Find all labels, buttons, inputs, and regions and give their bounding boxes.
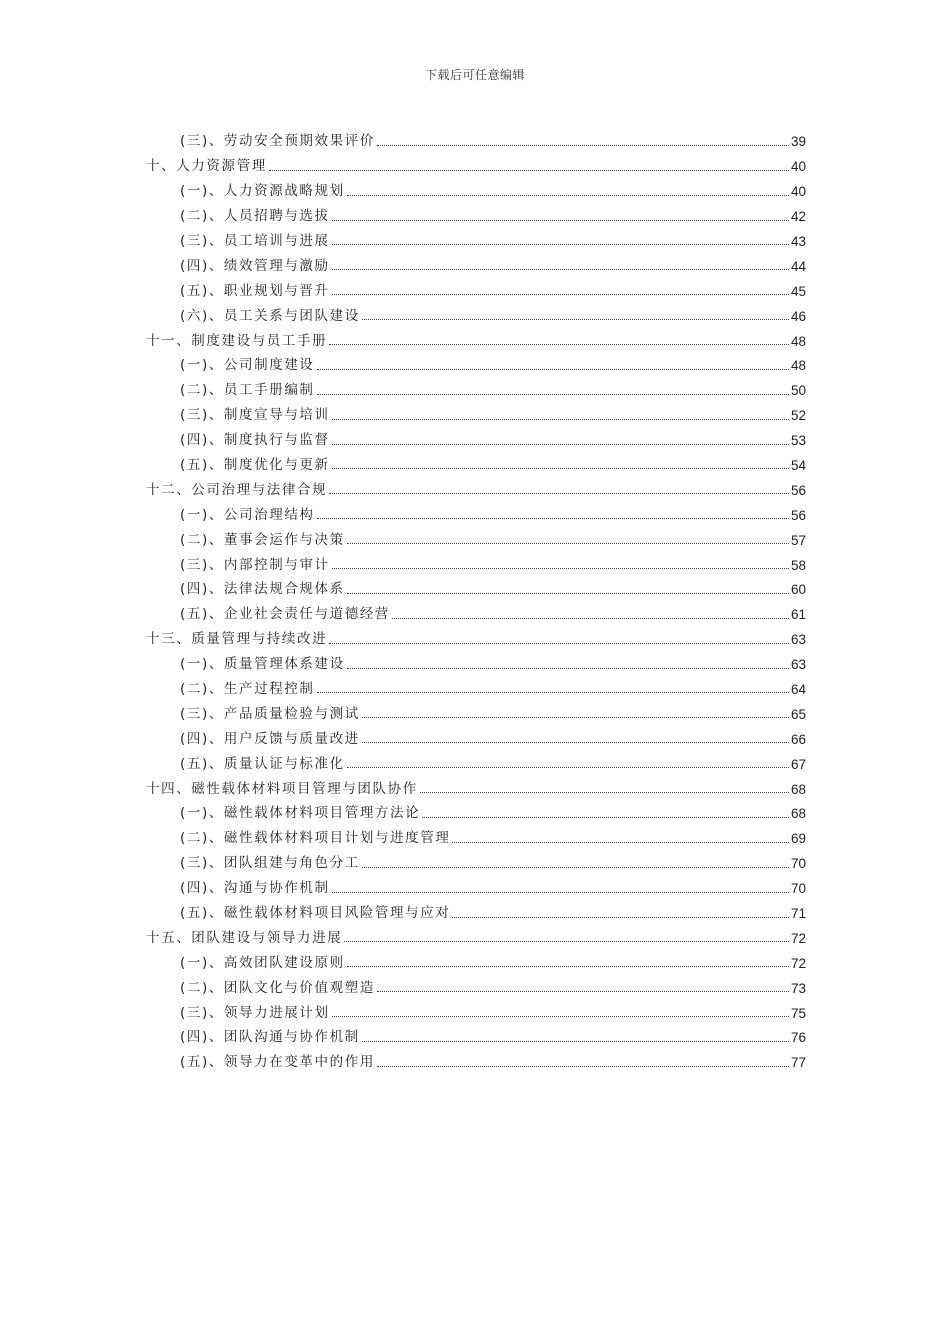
toc-entry-title: (二)、生产过程控制 <box>180 680 315 697</box>
toc-dot-leader <box>332 892 789 893</box>
toc-section-entry[interactable] <box>146 174 806 199</box>
toc-section-entry[interactable] <box>146 721 806 746</box>
toc-section-entry[interactable] <box>146 273 806 298</box>
toc-entry-page-number: 72 <box>790 955 806 971</box>
toc-entry-page-number: 70 <box>790 856 806 872</box>
toc-entry-page-number: 61 <box>790 607 806 623</box>
toc-entry-title: (二)、董事会运作与决策 <box>180 531 345 548</box>
toc-dot-leader <box>329 344 789 345</box>
toc-entry-page-number: 52 <box>790 408 806 424</box>
toc-dot-leader <box>329 643 789 644</box>
toc-dot-leader <box>420 792 789 793</box>
toc-entry-page-number: 56 <box>790 507 806 523</box>
toc-entry-title: (一)、公司治理结构 <box>180 506 315 523</box>
toc-entry-title: (一)、高效团队建设原则 <box>180 954 345 971</box>
toc-entry-page-number: 46 <box>790 308 806 324</box>
toc-chapter-entry[interactable] <box>146 149 806 174</box>
toc-dot-leader <box>344 941 789 942</box>
toc-section-entry[interactable] <box>146 448 806 473</box>
toc-entry-page-number: 66 <box>790 731 806 747</box>
toc-entry-title: (四)、用户反馈与质量改进 <box>180 730 360 747</box>
toc-entry-page-number: 71 <box>790 906 806 921</box>
toc-entry-page-number: 70 <box>790 881 806 897</box>
toc-dot-leader <box>332 244 789 245</box>
toc-entry-title: (一)、磁性载体材料项目管理方法论 <box>180 805 421 822</box>
toc-dot-leader <box>332 444 789 445</box>
page-header: 下载后可任意编辑 <box>424 68 525 82</box>
toc-entry-page-number: 72 <box>790 930 806 946</box>
toc-chapter-entry[interactable] <box>146 771 806 796</box>
toc-section-entry[interactable] <box>146 597 806 622</box>
toc-entry-page-number: 64 <box>790 681 806 697</box>
toc-dot-leader <box>347 966 789 967</box>
toc-entry-page-number: 42 <box>790 209 806 225</box>
toc-dot-leader <box>332 294 789 295</box>
toc-entry-page-number: 58 <box>790 557 806 573</box>
toc-section-entry[interactable] <box>146 995 806 1020</box>
toc-entry-page-number: 56 <box>790 482 806 498</box>
toc-entry-page-number: 44 <box>790 258 806 274</box>
toc-section-entry[interactable] <box>146 970 806 995</box>
toc-entry-title: (五)、磁性载体材料项目风险管理与应对 <box>180 905 451 921</box>
toc-section-entry[interactable] <box>146 696 806 721</box>
toc-entry-title: (三)、员工培训与进展 <box>180 232 330 249</box>
toc-entry-title: (二)、人员招聘与选拔 <box>180 208 330 225</box>
toc-section-entry[interactable] <box>146 945 806 970</box>
toc-section-entry[interactable] <box>146 647 806 672</box>
toc-entry-title: 十、人力资源管理 <box>146 158 267 175</box>
toc-dot-leader <box>269 170 789 171</box>
toc-section-entry[interactable] <box>146 1045 806 1070</box>
toc-section-entry[interactable] <box>146 373 806 398</box>
toc-entry-title: (五)、质量认证与标准化 <box>180 755 345 772</box>
toc-dot-leader <box>332 419 789 420</box>
toc-section-entry[interactable] <box>146 821 806 846</box>
toc-dot-leader <box>362 319 789 320</box>
toc-entry-title: (五)、职业规划与晋升 <box>180 282 330 299</box>
toc-entry-title: (一)、公司制度建设 <box>180 357 315 374</box>
toc-entry-title: (二)、员工手册编制 <box>180 382 315 399</box>
toc-section-entry[interactable] <box>146 199 806 224</box>
toc-chapter-entry[interactable] <box>146 323 806 348</box>
toc-dot-leader <box>317 518 789 519</box>
toc-entry-title: 十二、公司治理与法律合规 <box>146 481 328 498</box>
toc-section-entry[interactable] <box>146 846 806 871</box>
toc-dot-leader <box>347 668 789 669</box>
toc-entry-title: (四)、法律法规合规体系 <box>180 581 345 598</box>
toc-chapter-entry[interactable] <box>146 622 806 647</box>
toc-entry-title: (三)、内部控制与审计 <box>180 556 330 573</box>
toc-dot-leader <box>362 742 789 743</box>
toc-section-entry[interactable] <box>146 124 806 149</box>
toc-entry-page-number: 40 <box>790 184 806 200</box>
toc-entry-page-number: 68 <box>790 806 806 822</box>
toc-entry-page-number: 48 <box>790 358 806 374</box>
toc-entry-page-number: 75 <box>790 1005 806 1021</box>
toc-entry-page-number: 60 <box>790 582 806 598</box>
toc-dot-leader <box>317 369 789 370</box>
toc-dot-leader <box>452 842 789 843</box>
toc-entry-page-number: 63 <box>790 657 806 673</box>
toc-entry-title: (一)、人力资源战略规划 <box>180 183 345 200</box>
toc-section-entry[interactable] <box>146 348 806 373</box>
toc-entry-page-number: 68 <box>790 781 806 797</box>
toc-chapter-entry[interactable] <box>146 921 806 946</box>
toc-section-entry[interactable] <box>146 896 806 921</box>
toc-dot-leader <box>332 1016 789 1017</box>
toc-dot-leader <box>317 692 789 693</box>
toc-entry-title: (二)、团队文化与价值观塑造 <box>180 979 375 996</box>
table-of-contents <box>146 124 806 1070</box>
toc-entry-page-number: 65 <box>790 706 806 722</box>
toc-dot-leader <box>317 394 789 395</box>
toc-entry-title: (二)、磁性载体材料项目计划与进度管理 <box>180 830 451 847</box>
toc-entry-page-number: 48 <box>790 333 806 349</box>
toc-entry-page-number: 67 <box>790 756 806 772</box>
toc-entry-title: (四)、绩效管理与激励 <box>180 257 330 274</box>
toc-entry-page-number: 50 <box>790 383 806 399</box>
toc-entry-title: 十五、团队建设与领导力进展 <box>146 929 343 946</box>
toc-chapter-entry[interactable] <box>146 472 806 497</box>
toc-dot-leader <box>347 767 789 768</box>
toc-section-entry[interactable] <box>146 572 806 597</box>
toc-entry-page-number: 45 <box>790 283 806 299</box>
toc-dot-leader <box>332 220 789 221</box>
toc-dot-leader <box>329 493 789 494</box>
toc-section-entry[interactable] <box>146 672 806 697</box>
toc-dot-leader <box>362 717 789 718</box>
toc-entry-page-number: 54 <box>790 457 806 473</box>
toc-section-entry[interactable] <box>146 224 806 249</box>
toc-entry-page-number: 63 <box>790 632 806 648</box>
toc-section-entry[interactable] <box>146 298 806 323</box>
toc-entry-title: (一)、质量管理体系建设 <box>180 656 345 673</box>
toc-section-entry[interactable] <box>146 423 806 448</box>
toc-entry-page-number: 57 <box>790 532 806 548</box>
toc-entry-title: (五)、制度优化与更新 <box>180 456 330 473</box>
toc-entry-title: (四)、制度执行与监督 <box>180 432 330 449</box>
toc-entry-page-number: 73 <box>790 980 806 996</box>
toc-section-entry[interactable] <box>146 746 806 771</box>
toc-dot-leader <box>377 991 789 992</box>
toc-entry-page-number: 39 <box>790 134 806 150</box>
toc-entry-title: (三)、团队组建与角色分工 <box>180 855 360 872</box>
toc-entry-page-number: 77 <box>790 1055 806 1071</box>
toc-section-entry[interactable] <box>146 497 806 522</box>
toc-entry-page-number: 53 <box>790 433 806 449</box>
toc-section-entry[interactable] <box>146 522 806 547</box>
toc-dot-leader <box>362 867 789 868</box>
toc-entry-page-number: 40 <box>790 159 806 175</box>
toc-section-entry[interactable] <box>146 1020 806 1045</box>
toc-entry-title: (四)、沟通与协作机制 <box>180 880 330 897</box>
toc-dot-leader <box>377 145 789 146</box>
toc-dot-leader <box>332 568 789 569</box>
toc-entry-title: (六)、员工关系与团队建设 <box>180 307 360 324</box>
toc-dot-leader <box>422 817 789 818</box>
toc-entry-title: (四)、团队沟通与协作机制 <box>180 1029 360 1046</box>
toc-entry-title: 十四、磁性载体材料项目管理与团队协作 <box>146 780 418 797</box>
toc-entry-title: (三)、劳动安全预期效果评价 <box>180 133 375 150</box>
toc-entry-title: (三)、产品质量检验与测试 <box>180 705 360 722</box>
toc-section-entry[interactable] <box>146 547 806 572</box>
toc-dot-leader <box>332 468 789 469</box>
toc-entry-page-number: 43 <box>790 233 806 249</box>
toc-entry-title: 十三、质量管理与持续改进 <box>146 631 328 648</box>
toc-entry-page-number: 69 <box>790 831 806 847</box>
toc-dot-leader <box>452 917 789 918</box>
toc-dot-leader <box>377 1066 789 1067</box>
toc-dot-leader <box>347 543 789 544</box>
toc-entry-title: (三)、制度宣导与培训 <box>180 407 330 424</box>
toc-entry-title: 十一、制度建设与员工手册 <box>146 332 328 349</box>
toc-entry-title: (五)、企业社会责任与道德经营 <box>180 606 391 623</box>
toc-dot-leader <box>362 1041 789 1042</box>
toc-section-entry[interactable] <box>146 398 806 423</box>
toc-dot-leader <box>332 269 789 270</box>
toc-entry-page-number: 76 <box>790 1030 806 1046</box>
toc-dot-leader <box>347 593 789 594</box>
toc-dot-leader <box>347 195 789 196</box>
toc-dot-leader <box>392 618 789 619</box>
toc-entry-title: (五)、领导力在变革中的作用 <box>180 1054 375 1071</box>
toc-section-entry[interactable] <box>146 871 806 896</box>
toc-section-entry[interactable] <box>146 248 806 273</box>
toc-entry-title: (三)、领导力进展计划 <box>180 1004 330 1021</box>
toc-section-entry[interactable] <box>146 796 806 821</box>
